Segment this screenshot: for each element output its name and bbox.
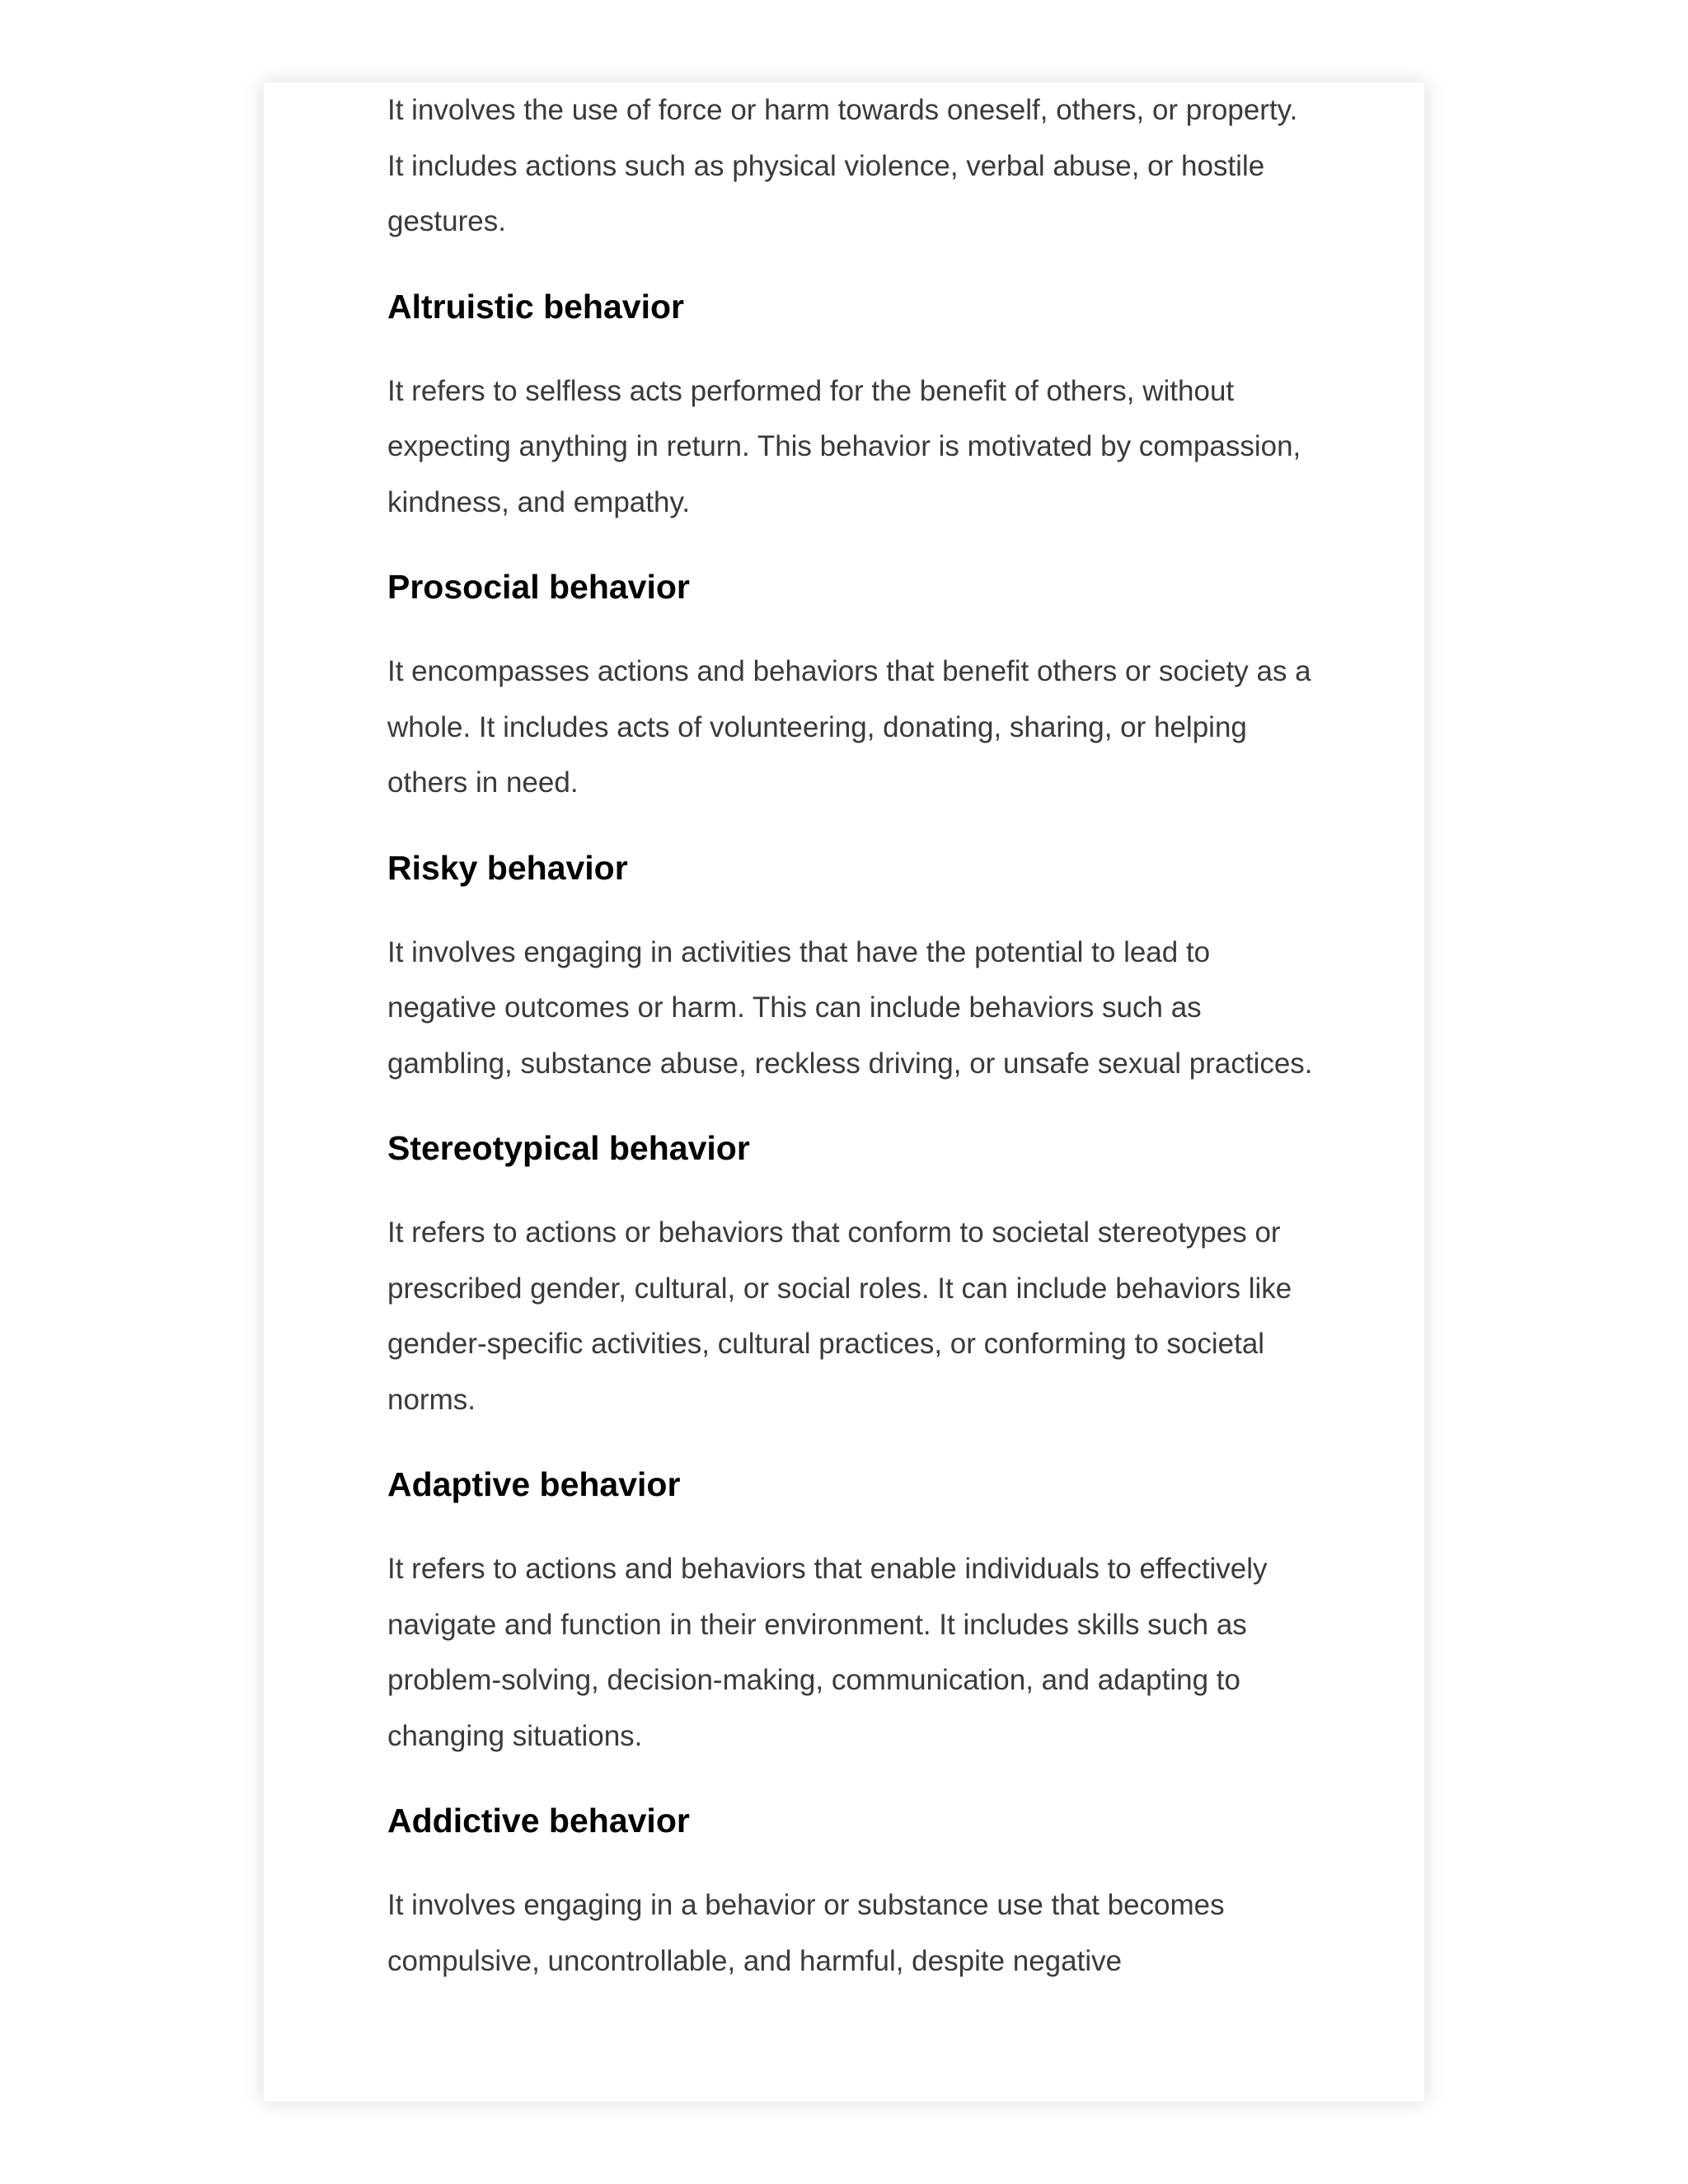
- section-heading-stereotypical: Stereotypical behavior: [387, 1129, 750, 1167]
- section-text-prosocial: It encompasses actions and behaviors that benefit others or society as a whole. It includes acts of volunteering, donating, sharing, or helping others in need.: [387, 655, 1311, 799]
- section-text-addictive: It involves engaging in a behavior or substance use that becomes compulsive, uncontrollable, and harmful, despite negative: [387, 1889, 1225, 1977]
- section-heading-adaptive: Adaptive behavior: [387, 1465, 681, 1503]
- article-body: [387, 82, 1319, 1989]
- document-page: [264, 82, 1424, 2102]
- section-heading-risky: Risky behavior: [387, 848, 628, 887]
- intro-paragraph: It involves the use of force or harm towards oneself, others, or property. It includes actions such as physical violence, verbal abuse, or hostile gestures.: [387, 94, 1298, 237]
- section-heading-prosocial: Prosocial behavior: [387, 568, 690, 606]
- section-text-stereotypical: It refers to actions or behaviors that conform to societal stereotypes or prescribed gender, cultural, or social roles. It can include behaviors like gender-specific activities, cultural practices, or conforming to societal norms.: [387, 1216, 1292, 1416]
- section-text-altruistic: It refers to selfless acts performed for the benefit of others, without expecting anything in return. This behavior is motivated by compassion, kindness, and empathy.: [387, 374, 1301, 518]
- section-text-risky: It involves engaging in activities that have the potential to lead to negative outcomes or harm. This can include behaviors such as gambling, substance abuse, reckless driving, or unsafe sexual practices.: [387, 935, 1313, 1080]
- section-text-adaptive: It refers to actions and behaviors that enable individuals to effectively navigate and function in their environment. It includes skills such as problem-solving, decision-making, communication, and adapting to changing situations.: [387, 1553, 1268, 1752]
- section-heading-altruistic: Altruistic behavior: [387, 287, 684, 326]
- section-heading-addictive: Addictive behavior: [387, 1802, 690, 1840]
